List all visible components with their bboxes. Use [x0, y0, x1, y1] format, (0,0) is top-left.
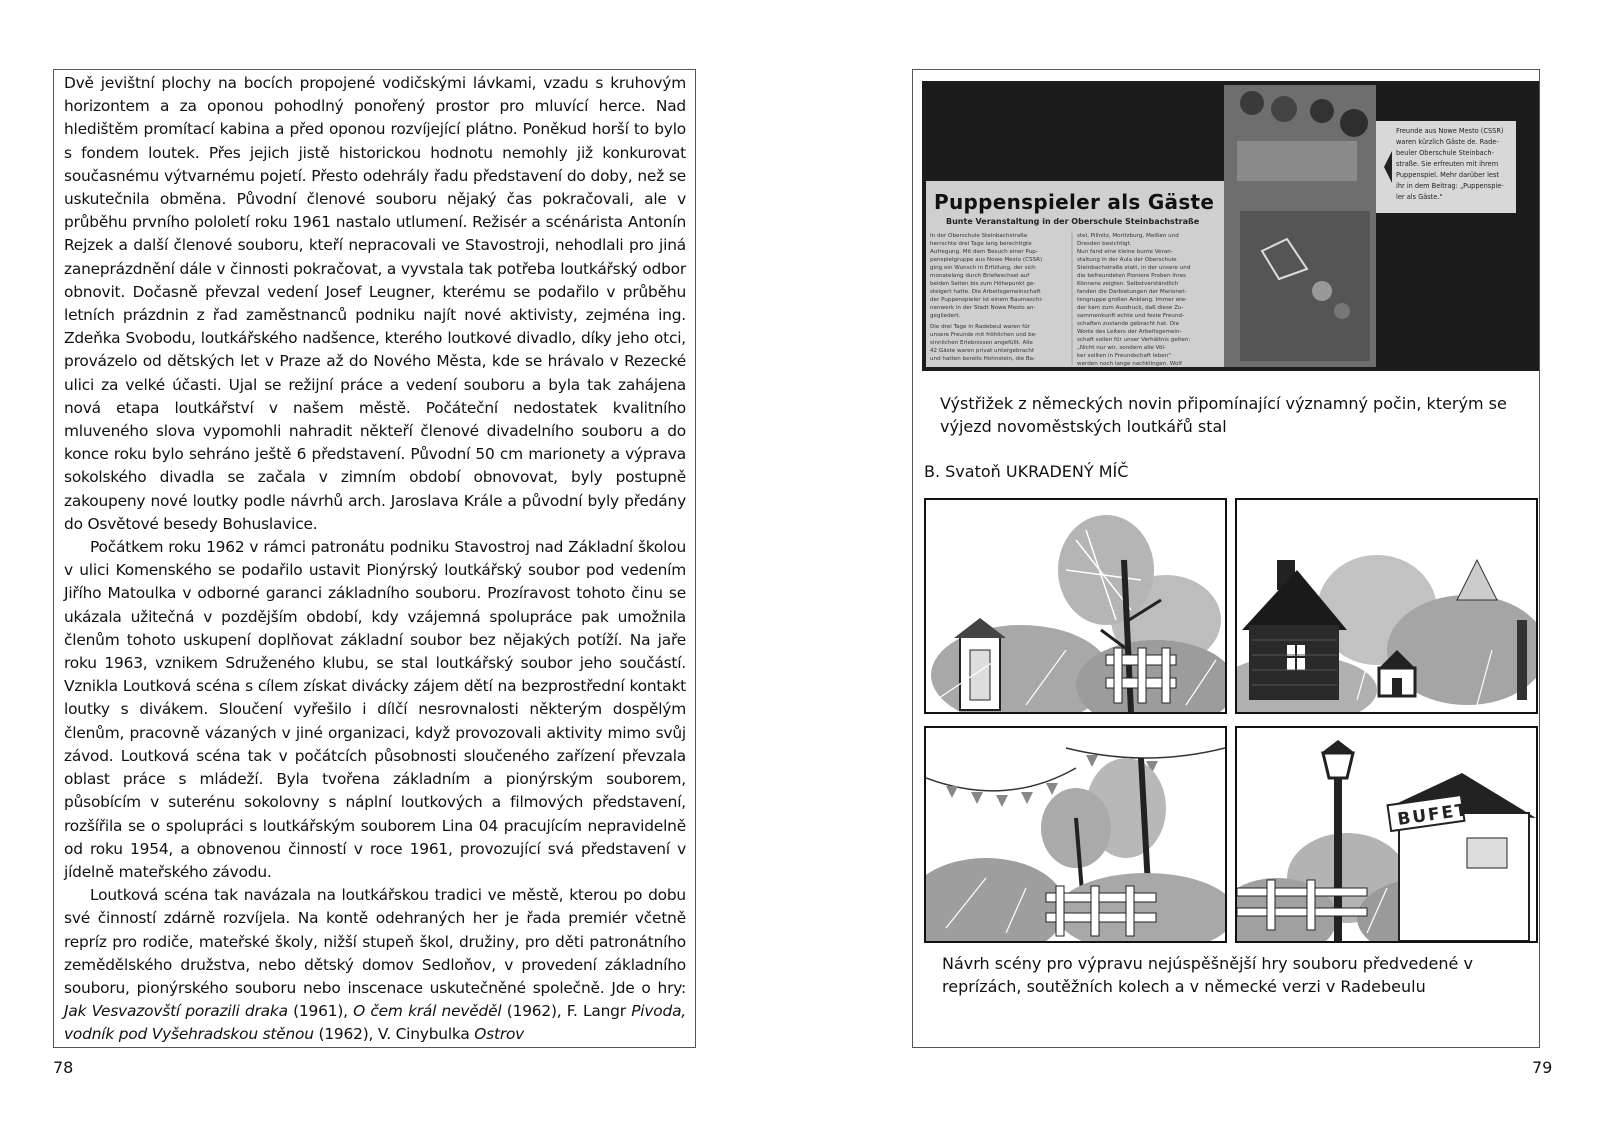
col2-line: Steinbachstraße statt, in der unsere und	[1077, 265, 1191, 271]
play-year-3: (1962), V. Cinybulka	[313, 1025, 475, 1044]
col2-line: „Nicht nur wir, sondern alle Völ-	[1077, 345, 1166, 351]
left-page-text	[64, 72, 686, 1047]
col1-line: 42 Gäste waren privat untergebracht	[930, 348, 1035, 354]
col2-line: staltung in der Aula der Oberschule	[1077, 257, 1177, 263]
page-number-left: 78	[53, 1058, 74, 1077]
paragraph-3	[64, 884, 686, 1046]
col1-line: unsere Freunde mit fröhlichen und be-	[930, 332, 1038, 338]
newspaper-headline: Puppenspieler als Gäste	[934, 190, 1215, 214]
col1-line: der Puppenspieler ist einem Baumaschi-	[930, 297, 1043, 303]
newspaper-subheadline: Bunte Veranstaltung in der Oberschule Steinbachstraße	[946, 217, 1200, 226]
paragraph-3-text: Loutková scéna tak navázala na loutkářskou tradici ve městě, kterou po dobu své činností zdárně rozvíjela. Na kontě odehraných her je řada premiér včetně repríz pro rodiče, mateřské školy, nižší stupeň škol, družiny, pro děti patronátního zemědělského družstva, nebo dětský domov Sedloňov, v provedení základního souboru, pionýrského souboru nebo inscenace uskutečněné společně. Jde o hry:	[64, 886, 686, 997]
bufet-kiosk	[1399, 813, 1529, 941]
inset-line: Puppenspiel. Mehr darüber lest	[1396, 171, 1499, 179]
col1-line: Die drei Tage in Radebeul waren für	[930, 324, 1030, 330]
col2-line: schaften zustande gebracht hat. Die	[1077, 321, 1180, 327]
scene-panel-3	[924, 726, 1227, 943]
newspaper-inset-text	[1396, 127, 1504, 201]
inset-line: beuler Oberschule Steinbach-	[1396, 149, 1494, 157]
col2-line: tengruppe großen Anklang. Immer wie-	[1077, 297, 1188, 303]
play-title-3: Pivoda, vodník pod Vyšehradskou stěnou	[64, 1002, 686, 1044]
col2-line: ker sollten in Freundschaft leben"	[1077, 353, 1171, 359]
col2-line: fanden die Darbietungen der Marionet-	[1077, 289, 1187, 295]
newspaper-caption: Výstřižek z německých novin připomínající významný počin, kterým se výjezd novoměstských loutkářů stal	[940, 394, 1507, 436]
inset-line: waren kürzlich Gäste de. Rade-	[1396, 138, 1499, 146]
play-year-1: (1961),	[287, 1002, 354, 1021]
col1-line: nenwerk in der Stadt Nowe Mesto an-	[930, 305, 1036, 311]
col2-line: stei, Pillnitz, Moritzburg, Meißen und	[1077, 233, 1179, 239]
col1-line: gegliedert.	[930, 313, 961, 319]
inset-line: ihr in dem Beitrag: „Puppenspie-	[1396, 182, 1504, 190]
col1-line: Aufregung. Mit dem Besuch einer Pup-	[930, 249, 1038, 255]
paragraph-2: Počátkem roku 1962 v rámci patronátu podniku Stavostroj nad Základní školou v ulici Komenského se podařilo ustavit Pionýrský loutkářský soubor pod vedením Jiřího Matoulka v odborné garanci základního souboru. Prozíravost tohoto činu se ukázala užitečná v pozdějším období, kdy vzájemná spolupráce pak umožnila členům tohoto uskupení doplňovat základní soubor bez nějakých potíží. Na jaře roku 1963, vznikem Sdruženého klubu, se stal loutkářský soubor jeho součástí. Vznikla Loutková scéna s cílem získat divácky zájem dětí na bezprostřední kontakt loutky s divákem. Sloučení vyřešilo i dílčí nesrovnalosti některým dospělým členům, pracovně vázaných v jiné organizaci, když provozovali aktivity mimo svůj závod. Loutková scéna tak v počátcích působnosti sloučeného zařízení převzala oblast práce s mládeží. Byla tvořena základním a pionýrským souborem, působícím v suterénu sokolovny s náplní loutkových a filmových představení, rozšířila se o spolupráci s loutkářským souborem Lina 04 pracujícím nepravidelně od roku 1954, a obnovenou činností v roce 1961, provozující svá představení v jídelně mateřského závodu.	[64, 538, 686, 881]
col2-line: der kam zum Ausdruck, daß diese Zu-	[1077, 305, 1184, 311]
page-number-right: 79	[1532, 1058, 1553, 1077]
col2-line: schaft sollen für unser Verhältnis gelten:	[1077, 337, 1191, 343]
col2-line: Nun fand eine kleine bunte Veran-	[1077, 249, 1173, 255]
col1-line: In der Oberschule Steinbachstraße	[930, 233, 1028, 239]
col1-line: ging ein Wunsch in Erfüllung, der sich	[930, 265, 1036, 271]
newspaper-clipping	[922, 81, 1539, 371]
col2-line: Könnens zeigten. Selbstverständlich	[1077, 281, 1179, 287]
col2-line: Worte des Leiters der Arbeitsgemein-	[1077, 329, 1182, 335]
col1-line: sinnlichen Erlebnissen angefüllt. Alle	[930, 340, 1033, 346]
bufet-sign: BUFET	[1396, 800, 1470, 830]
bush-shape	[926, 858, 1066, 941]
col2-line: die befreundeten Pioniere Proben ihres	[1077, 273, 1186, 279]
inset-line: Freunde aus Nowe Mesto (CSSR)	[1396, 127, 1504, 135]
col1-line: beiden Seiten bis zum Höhepunkt ge-	[930, 281, 1036, 287]
newspaper-column-1	[930, 233, 1043, 362]
scene-design-caption: Návrh scény pro výpravu nejúspěšnější hry souboru předvedené v reprízách, soutěžních kolech a v německé verzi v Radebeulu	[942, 954, 1473, 996]
scene-design-title: B. Svatoň UKRADENÝ MÍČ	[924, 462, 1129, 481]
scene-panel-4	[1235, 726, 1538, 943]
newspaper-clipping-svg	[922, 81, 1539, 371]
play-year-2: (1962), F. Langr	[501, 1002, 632, 1021]
inset-line: straße. Sie erfreuten mit ihrem	[1396, 160, 1499, 168]
paragraph-1: Dvě jevištní plochy na bocích propojené vodičskými lávkami, vzadu s kruhovým horizontem a za oponou pohodlný ponořený prostor pro mluvící herce. Nad hledištěm promítací kabina a před oponou rozvíjející plátno. Poněkud horší to bylo s fondem loutek. Přes jejich jistě historickou hodnotu nemohly již konkurovat současnému výtvarnému pojetí. Přesto odehrály řadu představení do doby, než se uskutečnila obměna. Původní členové souboru nějaký čas pokračovali, ale v průběhu prvního pololetí roku 1961 nastalo utlumení. Režisér a scénárista Antonín Rejzek a další členové souboru, kteří nepracovali ve Stavostroji, nehodlali pro jiná zaneprázdnění dále v činnosti pokračovat, a vyvstala tak potřeba loutkářský odbor obnovit. Dočasně převzal vedení Josef Leugner, kterému se podařilo v průběhu letních prázdnin z řad zaměstnanců podniku najít nové aktivisty, zejména ing. Zdeňka Svobodu, loutkářského nadšence, kterého loutkové divadlo, díky jeho otci, provázelo od dětských let v Praze až do Nového Města, kde se hrávalo v Rezecké ulici za velké účasti. Ujal se režijní práce a vedení souboru a byla tak zahájena nová etapa loutkářství v našem městě. Počáteční nedostatek kvalitního mluveného slova vypomohli nahradit někteří členové divadelního souboru a do konce roku bylo sehráno ještě 6 představení. Původní 50 cm marionety a výprava sokolského divadla se začala v zimním období obnovovat, byly postupně zakoupeny nové loutky podle návrhů arch. Jaroslava Krále a původní byly předány do Osvětové besedy Bohuslavice.	[64, 74, 686, 533]
col2-line: Dresden besichtigt.	[1077, 241, 1132, 247]
play-title-1: Jak Vesvazovští porazili draka	[64, 1002, 288, 1021]
tree-crown	[1058, 515, 1154, 625]
play-title-4: Ostrov	[474, 1025, 525, 1044]
col1-line: monatelang durch Briefwechsel auf	[930, 273, 1030, 279]
col1-line: penspielgruppe aus Nowe Mesto (CSSR)	[930, 257, 1043, 263]
col1-line: herrschte drei Tage lang berechtigte	[930, 241, 1032, 247]
play-title-2: O čem král nevěděl	[353, 1002, 502, 1021]
col1-line: steigert hatte. Die Arbeitsgemeinschaft	[930, 289, 1041, 295]
col2-line: werden noch lange nachklingen. Wolf	[1077, 361, 1182, 367]
col1-line: und hatten bereits Hohnstein, die Ba-	[930, 356, 1036, 362]
col2-line: sammenkunft echte und feste Freund-	[1077, 313, 1184, 319]
inset-line: ler als Gäste."	[1396, 193, 1443, 201]
scene-panel-2	[1235, 498, 1538, 714]
scene-panel-1	[924, 498, 1227, 714]
